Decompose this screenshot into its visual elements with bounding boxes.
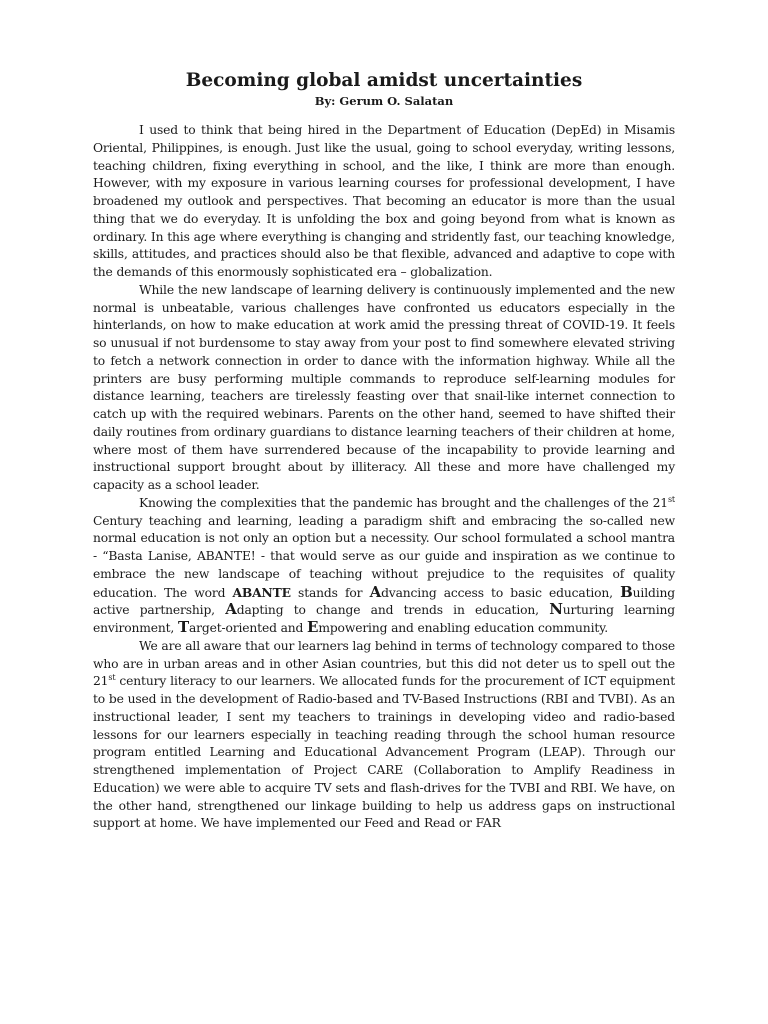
acronym-meaning: uilding active partnership, bbox=[93, 585, 675, 618]
acronym-meaning: dvancing access to basic education, bbox=[381, 585, 621, 600]
acronym-letter: E bbox=[307, 618, 319, 636]
acronym-letter: T bbox=[177, 618, 189, 636]
ordinal-suffix: st bbox=[667, 494, 675, 504]
paragraph-2: While the new landscape of learning delivery is continuously implemented and the new normal is unbeatable, various challenges have confronted us educators especially in the hinterlands, on how to make education at work amid the pressing threat of COVID-19. It feels so unusual if not burdensome to stay away from your post to find somewhere elevated striving to fetch a network connection in order to dance with the information highway. While all the printers are busy performing multiple commands to reproduce self-learning modules for distance learning, teachers are tirelessly feasting over that snail-like internet connection to catch up with the required webinars. Parents on the other hand, seemed to have shifted their daily routines from ordinary guardians to distance learning teachers of their children at home, where most of them have surrendered because of the incapability to provide learning and instructional support brought about by illiteracy. All these and more have challenged my capacity as a school leader. bbox=[93, 282, 675, 492]
paragraph-4-text-2: century literacy to our learners. We allocated funds for the procurement of ICT equipment to be used in the development of Radio-based and TV-Based Instructions (RBI and TVBI). As an instructional leader, I sent my teachers to trainings in developing video and radio-based lessons for our learners especially in teaching reading through the school human resource program entitled Learning and Educational Advancement Program (LEAP). Through our strengthened implementation of Project CARE (Collaboration to Amplify Readiness in Education) we were able to acquire TV sets and flash-drives for the TVBI and RBI. We have, on the other hand, strengthened our linkage building to help us address gaps on instructional support at home. We have implemented our Feed and Read or FAR bbox=[93, 674, 675, 831]
acronym-meaning: urturing learning environment, bbox=[93, 603, 675, 635]
acronym-letter: N bbox=[549, 600, 563, 619]
document-byline: By: Gerum O. Salatan bbox=[314, 94, 454, 108]
paragraph-1: I used to think that being hired in the Department of Education (DepEd) in Misamis Oriental, Philippines, is enough. Just like the usual, going to school everyday, writing lessons, teaching children, fixing everything in school, and the like, I think are more than enough. However, with my exposure in various learning courses for professional development, I have broadened my outlook and perspectives. That becoming an educator is more than the usual thing that we do everyday. It is unfolding the box and going beyond from what is known as ordinary. In this age where everything is changing and stridently fast, our teaching knowledge, skills, attitudes, and practices should also be that flexible, advanced and adaptive to cope with the demands of this enormously sophisticated era – globalization. bbox=[93, 123, 675, 279]
ordinal-suffix: st bbox=[108, 673, 116, 683]
acronym-meaning: dapting to change and trends in education, bbox=[236, 603, 550, 618]
abante-acronym: ABANTE bbox=[232, 584, 291, 600]
acronym-letter: B bbox=[620, 582, 633, 601]
acronym-meaning: arget-oriented and bbox=[188, 621, 308, 635]
acronym-letter: A bbox=[225, 600, 237, 619]
acronym-letter: A bbox=[369, 582, 382, 601]
paragraph-3 bbox=[93, 495, 675, 638]
paragraph-4 bbox=[93, 638, 675, 833]
acronym-meaning: mpowering and enabling education community. bbox=[318, 621, 609, 635]
paragraph-3-text-2: Century teaching and learning, leading a paradigm shift and embracing the so-called new normal education is not only an option but a necessity. Our school formulated a school mantra - “Basta Lanise, ABANTE! - that would serve as our guide and inspiration as we continue to embrace the new landscape of teaching without prejudice to the requisites of quality education. The word bbox=[93, 513, 675, 600]
document-title: Becoming global amidst uncertainties bbox=[185, 70, 583, 91]
document-content bbox=[93, 68, 675, 833]
paragraph-4-text-1: We are all aware that our learners lag behind in terms of technology compared to those who are in urban areas and in other Asian countries, but this did not deter us to spell out the 21 bbox=[93, 638, 675, 689]
paragraph-3-text-1: Knowing the complexities that the pandemic has brought and the challenges of the 21 bbox=[139, 495, 668, 510]
paragraph-3-text-3: stands for bbox=[290, 585, 370, 600]
